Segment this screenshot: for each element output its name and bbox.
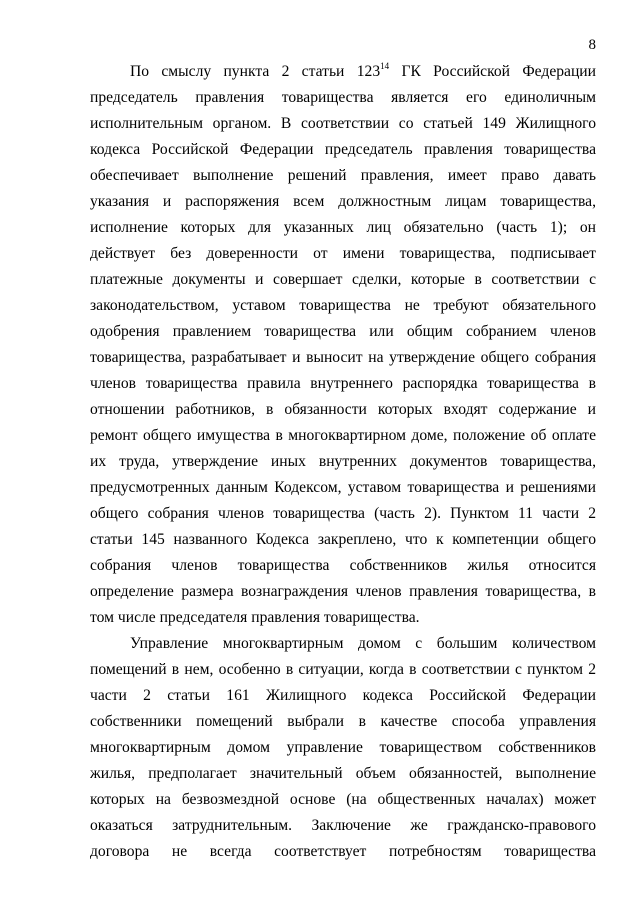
paragraph-2-line: помещений в нем, особенно в ситуации, когда в соответствии с пунктом 2 [90,661,596,678]
paragraph-1-line: кодекса Российской Федерации председатель правления товарищества [90,141,596,158]
paragraph-2-line: договора не всегда соответствует потребностям товарищества [90,843,596,860]
paragraph-1-line: статьи 145 названного Кодекса закреплено, что к компетенции общего [90,531,596,548]
paragraph-1-line: председатель правления товарищества является его единоличным [90,89,596,106]
paragraph-1-line: одобрения правлением товарищества или общим собранием членов [90,323,596,340]
paragraph-2-line: части 2 статьи 161 Жилищного кодекса Российской Федерации [90,687,596,704]
paragraph-1-line: исполнение которых для указанных лиц обязательно (часть 1); он [90,219,596,236]
superscript-14: 14 [380,62,390,71]
paragraph-2-line: многоквартирным домом управление товариществом собственников [90,739,596,756]
paragraph-1-line: законодательством, уставом товарищества не требуют обязательного [90,297,596,314]
paragraph-1-line: ремонт общего имущества в многоквартирном доме, положение об оплате [90,427,596,444]
paragraph-1-line: обеспечивает выполнение решений правления, имеет право давать [90,167,596,184]
paragraph-1-line: предусмотренных данным Кодексом, уставом товарищества и решениями [90,479,596,496]
paragraph-1-line: собрания членов товарищества собственников жилья относится [90,557,596,574]
paragraph-1-text-start: По смыслу пункта 2 статьи 123 [130,63,381,80]
paragraph-1-text-end: ГК Российской Федерации [389,63,596,80]
paragraph-1-line: их труда, утверждение иных внутренних документов товарищества, [90,453,596,470]
paragraph-1-line: исполнительным органом. В соответствии со статьей 149 Жилищного [90,115,596,132]
paragraph-1-line: товарищества, разрабатывает и выносит на утверждение общего собрания [90,349,596,366]
paragraph-1-line: отношении работников, в обязанности которых входят содержание и [90,401,596,418]
paragraph-2-line: жилья, предполагает значительный объем обязанностей, выполнение [90,765,596,782]
page-number: 8 [588,37,596,53]
paragraph-1-last-line: том числе председателя правления товарищества. [90,609,420,626]
paragraph-2-line: оказаться затруднительным. Заключение же гражданско-правового [90,817,596,834]
paragraph-1-line: платежные документы и совершает сделки, которые в соответствии с [90,271,596,288]
paragraph-2-line: которых на безвозмездной основе (на общественных началах) может [90,791,596,808]
paragraph-1-line: указания и распоряжения всем должностным лицам товарищества, [90,193,596,210]
paragraph-1-line: членов товарищества правила внутреннего распорядка товарищества в [90,375,596,392]
paragraph-2-line: собственники помещений выбрали в качестве способа управления [90,713,596,730]
paragraph-1-line: определение размера вознаграждения членов правления товарищества, в [90,583,596,600]
paragraph-1-line: действует без доверенности от имени товарищества, подписывает [90,245,596,262]
paragraph-1-line: общего собрания членов товарищества (часть 2). Пунктом 11 части 2 [90,505,596,522]
paragraph-1-line-1 [130,62,596,82]
paragraph-2-line-1: Управление многоквартирным домом с большим количеством [130,635,596,652]
